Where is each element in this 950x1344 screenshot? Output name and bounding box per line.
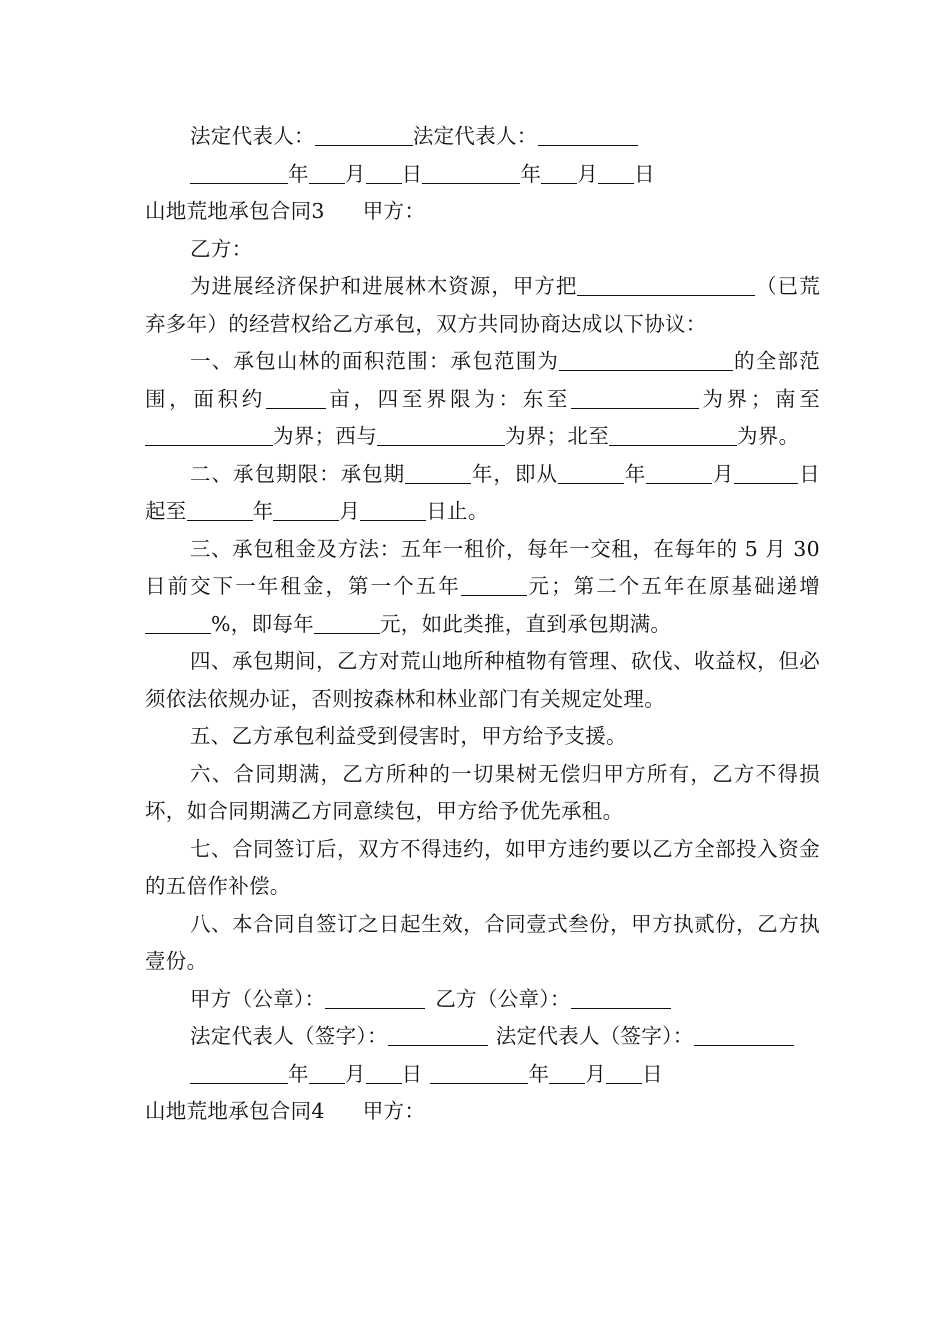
clause-8: 八、本合同自签订之日起生效，合同壹式叁份，甲方执贰份，乙方执壹份。	[145, 911, 820, 973]
party-b-line	[145, 231, 820, 269]
contract-title: 山地荒地承包合同3	[145, 199, 325, 223]
blank-field	[187, 498, 253, 521]
blank-field	[377, 423, 505, 446]
clause-5: 五、乙方承包利益受到侵害时，甲方给予支援。	[190, 724, 627, 748]
clause-text: 的	[733, 349, 756, 373]
blank-field	[405, 461, 471, 484]
clause-text: 元；第二个五年在原基础递增	[526, 574, 820, 598]
blank-field	[430, 1061, 528, 1084]
date-line	[145, 1056, 820, 1094]
clause-text: 亩，四至界限为：东至	[325, 386, 572, 411]
clause-1	[145, 343, 820, 456]
month-label: 月	[585, 1061, 607, 1086]
blank-field	[360, 498, 426, 521]
clause-2	[145, 456, 820, 531]
blank-field	[388, 1023, 488, 1046]
blank-field	[145, 611, 211, 634]
clause-text: 南至	[771, 386, 821, 411]
blank-field	[598, 161, 634, 184]
month-label: 月	[577, 161, 599, 186]
signature-line-representatives	[145, 118, 820, 156]
clause-text: 年	[623, 461, 647, 486]
day-label: 日	[401, 1061, 423, 1086]
clause-text: 年	[252, 499, 274, 523]
signature-date-line	[145, 156, 820, 194]
blank-field	[606, 1061, 642, 1084]
blank-field	[734, 461, 798, 484]
blank-field	[366, 1061, 402, 1084]
blank-field	[145, 423, 273, 446]
blank-field	[266, 386, 326, 409]
blank-field	[309, 1061, 345, 1084]
clause-text: 为界。	[737, 424, 800, 448]
clause-4: 四、承包期间，乙方对荒山地所种植物有管理、砍伐、收益权，但必须依法依规办证，否则按森林和林业部门有关规定处理。	[145, 649, 820, 711]
month-label: 月	[344, 1061, 366, 1086]
blank-field	[559, 348, 733, 371]
blank-field	[190, 161, 288, 184]
day-label: 日	[642, 1061, 663, 1086]
year-label: 年	[288, 161, 309, 186]
clause-text: 年，即从	[471, 461, 558, 486]
party-b-seal-label: 乙方（公章）：	[435, 986, 571, 1011]
seal-line	[145, 981, 820, 1019]
clause-text: %，即每年	[211, 611, 314, 636]
blank-field	[538, 123, 638, 146]
document-page	[145, 118, 820, 1131]
day-label: 日	[401, 161, 423, 186]
intro-paragraph	[145, 268, 820, 343]
party-a-sign-label: 法定代表人（签字）：	[190, 1024, 388, 1048]
clause-text: 三、承包租金及方法：五年一租价，每年一交租，在每年的 5 月 30 日前交下一年租金，第一个五年	[145, 536, 820, 598]
blank-field	[541, 161, 577, 184]
party-a-label: 甲方：	[362, 1099, 426, 1123]
clause-text: 为界；西与	[273, 424, 377, 448]
clause-text: 一、承包山林的面积范围：承包范围为	[190, 349, 560, 373]
blank-field	[558, 461, 624, 484]
blank-field	[549, 1061, 585, 1084]
clause-text: 为界；	[699, 386, 772, 411]
intro-text: （已荒弃多年）的经营权给乙方承包，双方共同协商达成以下协议：	[145, 274, 820, 336]
year-label: 年	[520, 161, 542, 186]
party-a-seal-label: 甲方（公章）：	[190, 986, 326, 1011]
month-label: 月	[344, 161, 366, 186]
blank-field	[571, 386, 699, 409]
clause-text: 日起至	[145, 461, 821, 523]
party-b-label: 乙方：	[190, 236, 253, 261]
party-b-sign-label: 法定代表人（签字）：	[495, 1024, 694, 1048]
blank-field	[694, 1023, 752, 1046]
contract-4-heading-line	[145, 1093, 820, 1131]
clause-6: 六、合同期满，乙方所种的一切果树无偿归甲方所有，乙方不得损坏，如合同期满乙方同意续包，甲方给予优先承租。	[145, 761, 820, 823]
clause-3	[145, 531, 820, 644]
day-label: 日	[634, 161, 655, 186]
contract-3-heading-line	[145, 193, 820, 231]
blank-field	[422, 161, 520, 184]
blank-field	[461, 573, 527, 596]
blank-field	[315, 123, 413, 146]
blank-field	[646, 461, 712, 484]
intro-text: 为进展经济保护和进展林木资源，甲方把	[190, 274, 578, 298]
clause-text: 元，如此类推，直到承包期满。	[379, 611, 672, 636]
signature-line	[145, 1018, 820, 1056]
clause-text: 月	[712, 461, 735, 486]
blank-field	[577, 273, 755, 296]
blank-field	[309, 161, 345, 184]
legal-rep-a-label: 法定代表人：	[190, 124, 315, 148]
clause-7: 七、合同签订后，双方不得违约，如甲方违约要以乙方全部投入资金的五倍作补偿。	[145, 836, 820, 898]
year-label: 年	[288, 1061, 309, 1086]
blank-field	[752, 1023, 794, 1046]
clause-text: 为界；北至	[505, 424, 609, 448]
blank-field	[571, 986, 671, 1009]
clause-text: 全部范围，面积约	[145, 349, 820, 411]
clause-text: 月	[339, 499, 361, 523]
blank-field	[609, 423, 737, 446]
blank-field	[273, 498, 339, 521]
legal-rep-b-label: 法定代表人：	[412, 124, 538, 148]
party-a-label: 甲方：	[362, 199, 426, 223]
blank-field	[325, 986, 425, 1009]
clause-text: 日止。	[426, 499, 489, 523]
blank-field	[314, 611, 380, 634]
year-label: 年	[528, 1061, 550, 1086]
blank-field	[366, 161, 402, 184]
clause-text: 二、承包期限：承包期	[190, 461, 406, 486]
blank-field	[190, 1061, 288, 1084]
contract-title: 山地荒地承包合同4	[145, 1099, 325, 1123]
